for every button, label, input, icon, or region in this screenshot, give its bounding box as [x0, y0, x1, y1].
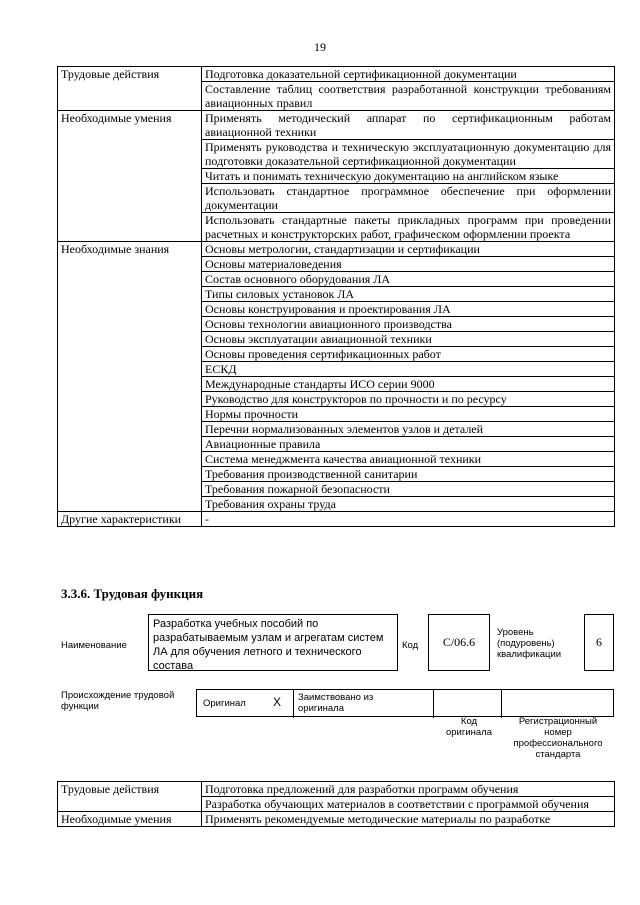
row-item: Основы конструирования и проектирования ЛА — [202, 302, 615, 317]
divider — [433, 690, 434, 718]
name-label: Наименование — [61, 640, 127, 651]
table-row — [58, 512, 615, 527]
row-label: Необходимые знания — [58, 242, 202, 512]
origin-box — [196, 689, 614, 717]
level-box — [584, 614, 614, 671]
row-item: Читать и понимать техническую документацию на английском языке — [202, 169, 615, 184]
row-label: Трудовые действия — [58, 782, 202, 812]
row-item: Использовать стандартное программное обеспечение при оформлении документации — [202, 184, 615, 213]
divider — [501, 690, 502, 718]
row-item: Применять рекомендуемые методические материалы по разработке — [202, 812, 615, 827]
original-label: Оригинал — [203, 698, 246, 709]
section-title: 3.3.6. Трудовая функция — [61, 586, 204, 601]
row-label: Другие характеристики — [58, 512, 202, 527]
row-item: Требования охраны труда — [202, 497, 615, 512]
code-value: C/06.6 — [442, 635, 476, 649]
divider — [293, 690, 294, 718]
original-mark: X — [273, 695, 282, 709]
function-name-box — [148, 614, 398, 671]
borrowed-label: Заимствовано из оригинала — [298, 692, 374, 714]
table-row — [58, 242, 615, 257]
row-item: Требования пожарной безопасности — [202, 482, 615, 497]
code-box — [428, 614, 490, 671]
row-item: - — [202, 512, 615, 527]
row-item: Международные стандарты ИСО серии 9000 — [202, 377, 615, 392]
row-item: Система менеджмента качества авиационной техники — [202, 452, 615, 467]
origin-label: Происхождение трудовой функции — [61, 690, 175, 712]
level-label: Уровень (подуровень) квалификации — [497, 627, 562, 660]
row-item: Состав основного оборудования ЛА — [202, 272, 615, 287]
row-label: Необходимые умения — [58, 111, 202, 242]
row-item: Разработка обучающих материалов в соответствии с программой обучения — [202, 797, 615, 812]
table-row — [58, 111, 615, 140]
row-item: Применять методический аппарат по сертификационным работам авиационной техники — [202, 111, 615, 140]
code-label: Код — [402, 640, 419, 651]
level-value: 6 — [596, 635, 602, 649]
reg-number-label: Регистрационный номер профессионального стандарта — [513, 716, 603, 760]
row-item: ЕСКД — [202, 362, 615, 377]
row-item: Перечни нормализованных элементов узлов и деталей — [202, 422, 615, 437]
row-label: Трудовые действия — [58, 67, 202, 111]
row-item: Подготовка предложений для разработки программ обучения — [202, 782, 615, 797]
row-item: Основы проведения сертификационных работ — [202, 347, 615, 362]
row-item: Подготовка доказательной сертификационной документации — [202, 67, 615, 82]
row-item: Требования производственной санитарии — [202, 467, 615, 482]
table-row — [58, 812, 615, 827]
row-item: Основы эксплуатации авиационной техники — [202, 332, 615, 347]
row-item: Составление таблиц соответствия разработанной конструкции требованиям авиационных правил — [202, 82, 615, 111]
requirements-table-2 — [57, 781, 615, 827]
row-item: Основы материаловедения — [202, 257, 615, 272]
row-item: Типы силовых установок ЛА — [202, 287, 615, 302]
row-item: Авиационные правила — [202, 437, 615, 452]
function-name: Разработка учебных пособий по разрабатываемым узлам и агрегатам систем ЛА для обучения летного и технического состава — [153, 618, 384, 672]
row-item: Основы метрологии, стандартизации и сертификации — [202, 242, 615, 257]
table-row — [58, 782, 615, 797]
table-row — [58, 67, 615, 82]
page-number: 19 — [314, 40, 326, 54]
code-original-label: Код оригинала — [445, 716, 492, 738]
row-item: Руководство для конструкторов по прочности и по ресурсу — [202, 392, 615, 407]
row-label: Необходимые умения — [58, 812, 202, 827]
row-item: Нормы прочности — [202, 407, 615, 422]
requirements-table — [57, 66, 615, 527]
row-item: Использовать стандартные пакеты прикладных программ при проведении расчетных и конструкторских работ, графическом оформлении проекта — [202, 213, 615, 242]
row-item: Применять руководства и техническую эксплуатационную документацию для подготовки доказательной сертификационной документации — [202, 140, 615, 169]
row-item: Основы технологии авиационного производства — [202, 317, 615, 332]
